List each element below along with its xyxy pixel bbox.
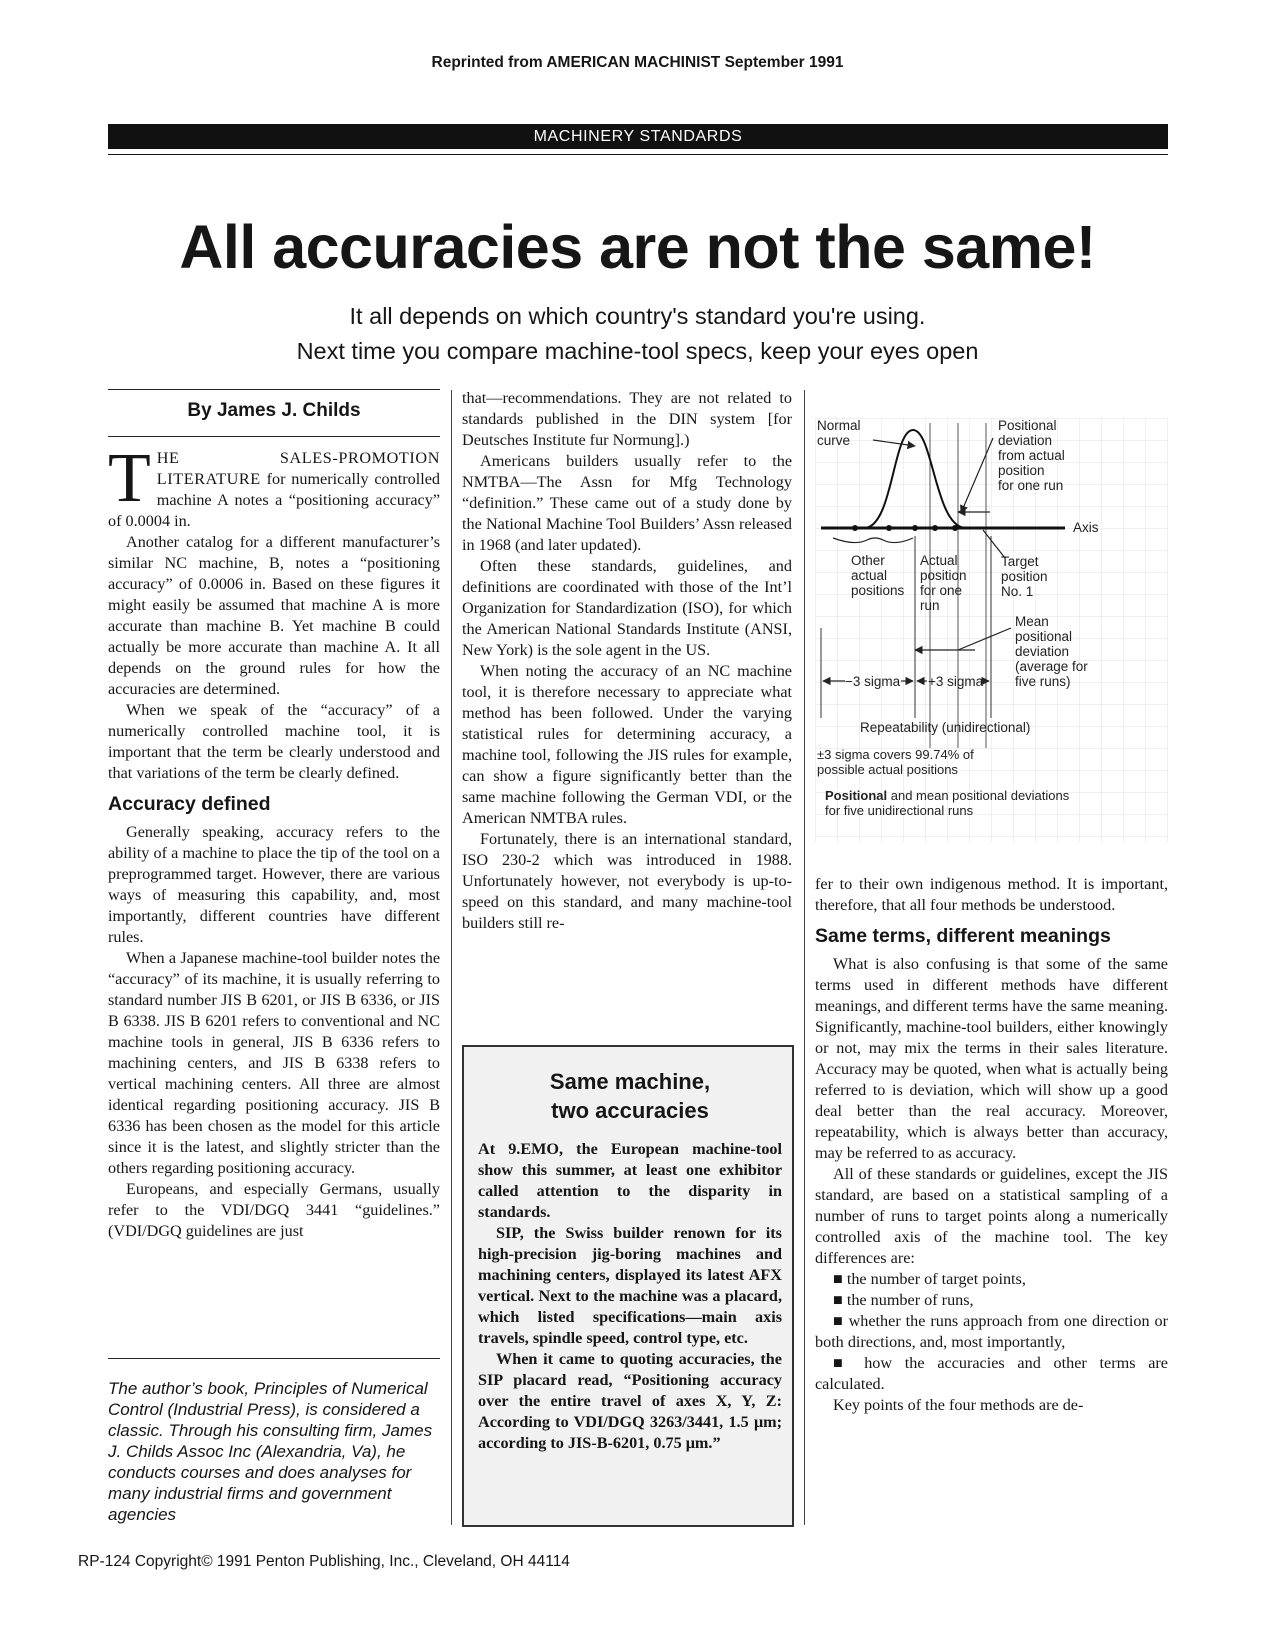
column-divider-1 xyxy=(451,390,452,1525)
position-point xyxy=(886,525,892,531)
sigma-note: possible actual positions xyxy=(817,762,958,777)
paragraph: When a Japanese machine-tool builder notes the “accuracy” of its machine, it is usually referring to standard number JIS B 6201, or JIS B 6336, or JIS B 6338. JIS B 6201 refers to conventional and NC machine tools in general, JIS B 6336 refers to machining centers, and JIS B 6338 refers to vertical machining centers. All three are almost identical regarding positioning accuracy. JIS B 6336 has been chosen as the model for this article since it is the latest, and slightly stricter than the others regarding positioning accuracy. xyxy=(108,949,440,1177)
paragraph: fer to their own indigenous method. It is important, therefore, that all four methods be understood. xyxy=(815,875,1168,914)
section-banner xyxy=(108,124,1168,149)
author-bio: The author’s book, Principles of Numerical Control (Industrial Press), is considered a classic. Through his consulting firm, James J. Childs Assoc Inc (Alexandria, Va), he conducts courses and does analyses for many industrial firms and government agencies xyxy=(108,1379,433,1524)
figure-caption-bold: Positional xyxy=(825,788,888,803)
label-normal-curve: curve xyxy=(817,433,851,448)
sidebar-title xyxy=(478,1067,782,1125)
label-positional-deviation: position xyxy=(998,463,1045,478)
position-point xyxy=(852,525,858,531)
positional-deviation-diagram xyxy=(815,418,1168,843)
column-divider-2 xyxy=(804,390,805,1525)
heading-accuracy-defined: Accuracy defined xyxy=(108,793,271,815)
bullet-item: ■ how the accuracies and other terms are calculated. xyxy=(815,1354,1168,1393)
paragraph: When we speak of the “accuracy” of a numerically controlled machine tool, it is important that the term be clearly understood and that variations of the term be clearly defined. xyxy=(108,701,440,782)
article-column-3 xyxy=(815,874,1168,1534)
paragraph: Often these standards, guidelines, and definitions are coordinated with those of the Int’l Organization for Standardization (ISO), for which the American National Standards Institute (ANSI, New York) is the sole agent in the US. xyxy=(462,557,792,659)
sidebar-box xyxy=(462,1045,794,1527)
label-axis: Axis xyxy=(1073,520,1099,535)
label-mean-deviation: deviation xyxy=(1015,644,1070,659)
heading-same-terms: Same terms, different meanings xyxy=(815,925,1111,947)
lead-paragraph-text: for numerically controlled machine A notes a “positioning accuracy” of 0.0004 in. xyxy=(108,470,440,530)
sidebar-paragraph: At 9.EMO, the European machine-tool show this summer, at least one exhibitor called attention to the disparity in standards. xyxy=(478,1140,782,1221)
label-mean-deviation: five runs) xyxy=(1015,674,1071,689)
byline-top-rule xyxy=(108,389,440,390)
bullet-item: ■ the number of target points, xyxy=(833,1270,1026,1288)
label-positional-deviation: deviation xyxy=(998,433,1053,448)
position-point xyxy=(932,525,938,531)
paragraph: Europeans, and especially Germans, usually refer to the VDI/DGQ 3441 “guidelines.” (VDI/DGQ guidelines are just xyxy=(108,1180,440,1240)
section-label: MACHINERY STANDARDS xyxy=(533,127,743,145)
lead-caps: HE SALES-PROMOTION LITERATURE xyxy=(156,449,440,488)
paragraph: Key points of the four methods are de- xyxy=(833,1396,1084,1414)
article-subtitle-line-1: It all depends on which country's standard you're using. xyxy=(349,303,926,329)
label-positional-deviation: from actual xyxy=(998,448,1065,463)
label-target-position: position xyxy=(1001,569,1048,584)
label-actual-position: Actual xyxy=(920,553,958,568)
label-positional-deviation: Positional xyxy=(998,418,1057,433)
bullet-item: ■ whether the runs approach from one direction or both directions, and, most importantly, xyxy=(815,1312,1168,1351)
label-repeatability: Repeatability (unidirectional) xyxy=(860,720,1031,735)
paragraph: Another catalog for a different manufacturer’s similar NC machine, B, notes a “positioning accuracy” of 0.0006 in. Based on these figures it might easily be assumed that machine A is more accurate than machine B. Yet machine B could actually be more accurate than machine A. It all depends on the ground rules for how the accuracies are determined. xyxy=(108,533,440,698)
position-point xyxy=(952,525,958,531)
label-minus-3-sigma: −3 sigma xyxy=(845,674,901,689)
byline: By James J. Childs xyxy=(187,400,361,421)
label-plus-3-sigma: +3 sigma xyxy=(928,674,984,689)
label-other-positions: Other xyxy=(851,553,885,568)
sigma-note: ±3 sigma covers 99.74% of xyxy=(817,747,974,762)
sidebar-text xyxy=(478,1139,782,1454)
paragraph: Americans builders usually refer to the NMTBA—The Assn for Mfg Technology “definition.” These came out of a study done by the National Machine Tool Builders’ Assn released in 1968 (and later updated). xyxy=(462,452,792,554)
position-point xyxy=(912,525,918,531)
label-actual-position: for one xyxy=(920,583,963,598)
label-mean-deviation: Mean xyxy=(1015,614,1049,629)
article-title: All accuracies are not the same! xyxy=(179,213,1096,281)
label-target-position: Target xyxy=(1001,554,1039,569)
bullet-item: ■ the number of runs, xyxy=(833,1291,974,1309)
label-normal-curve: Normal xyxy=(817,418,861,433)
label-other-positions: positions xyxy=(851,583,905,598)
paragraph: that—recommendations. They are not related to standards published in the DIN system [for Deutsches Institute fur Normung].) xyxy=(462,389,792,449)
lead-paragraph xyxy=(108,448,440,532)
sidebar-title-line-1: Same machine, xyxy=(549,1069,711,1094)
label-target-position: No. 1 xyxy=(1001,584,1034,599)
reprint-line: Reprinted from AMERICAN MACHINIST September 1991 xyxy=(431,54,844,71)
article-column-1 xyxy=(108,448,440,1358)
sidebar-paragraph: When it came to quoting accuracies, the SIP placard read, “Positioning accuracy over the entire travel of axes X, Y, Z: According to VDI/DGQ 3263/3441, 1.5 μm; according to JIS-B-6201, 0.75 μm.” xyxy=(478,1350,782,1452)
sidebar-paragraph: SIP, the Swiss builder renown for its high-precision jig-boring machines and machining centers, displayed its latest AFX vertical. Next to the machine was a placard, which listed specifications—main axis travels, spindle speed, control type, etc. xyxy=(478,1224,782,1347)
sidebar-title-line-2: two accuracies xyxy=(551,1098,709,1123)
paragraph: What is also confusing is that some of the same terms used in different methods have different meanings, and different terms have the same meaning. Significantly, machine-tool builders, either knowingly or not, may mix the terms in their sales literature. Accuracy may be quoted, when what is actually being referred to is deviation, which will show up a good deal better than the real accuracy. Moreover, repeatability, which is always better than accuracy, may be referred to as accuracy. xyxy=(815,955,1168,1162)
label-mean-deviation: (average for xyxy=(1015,659,1088,674)
figure-caption: for five unidirectional runs xyxy=(825,803,974,818)
label-mean-deviation: positional xyxy=(1015,629,1073,644)
paragraph: When noting the accuracy of an NC machine tool, it is therefore necessary to appreciate what method has been followed. Under the varying statistical rules for determining accuracy, a machine tool, following the JIS rules for example, can show a figure significantly better than the same machine following the German VDI, or the American NMTBA rules. xyxy=(462,662,792,827)
byline-bottom-rule xyxy=(108,436,440,437)
section-rule xyxy=(108,154,1168,155)
figure-caption-text: and mean positional deviations xyxy=(887,788,1070,803)
footer-copyright: RP-124 Copyright© 1991 Penton Publishing, Inc., Cleveland, OH 44114 xyxy=(78,1553,570,1570)
label-actual-position: run xyxy=(920,598,940,613)
article-column-2 xyxy=(462,388,792,1028)
label-actual-position: position xyxy=(920,568,967,583)
figure-caption xyxy=(825,788,1070,803)
label-other-positions: actual xyxy=(851,568,888,583)
paragraph: Fortunately, there is an international standard, ISO 230-2 which was introduced in 1988. Unfortunately however, not everybody is up-to-speed on this standard, and many machine-tool builders still re- xyxy=(462,830,792,932)
paragraph: Generally speaking, accuracy refers to the ability of a machine to place the tip of the tool on a preprogrammed target. However, there are various ways of measuring this capability, and, most importantly, different countries have different rules. xyxy=(108,823,440,946)
paragraph: All of these standards or guidelines, except the JIS standard, are based on a statistical sampling of a number of runs to target points along a numerically controlled axis of the machine tool. The key differences are: xyxy=(815,1165,1168,1267)
drop-cap: T xyxy=(108,448,151,517)
bio-top-rule xyxy=(108,1358,440,1359)
label-positional-deviation: for one run xyxy=(998,478,1064,493)
article-subtitle-line-2: Next time you compare machine-tool specs, keep your eyes open xyxy=(296,338,979,364)
